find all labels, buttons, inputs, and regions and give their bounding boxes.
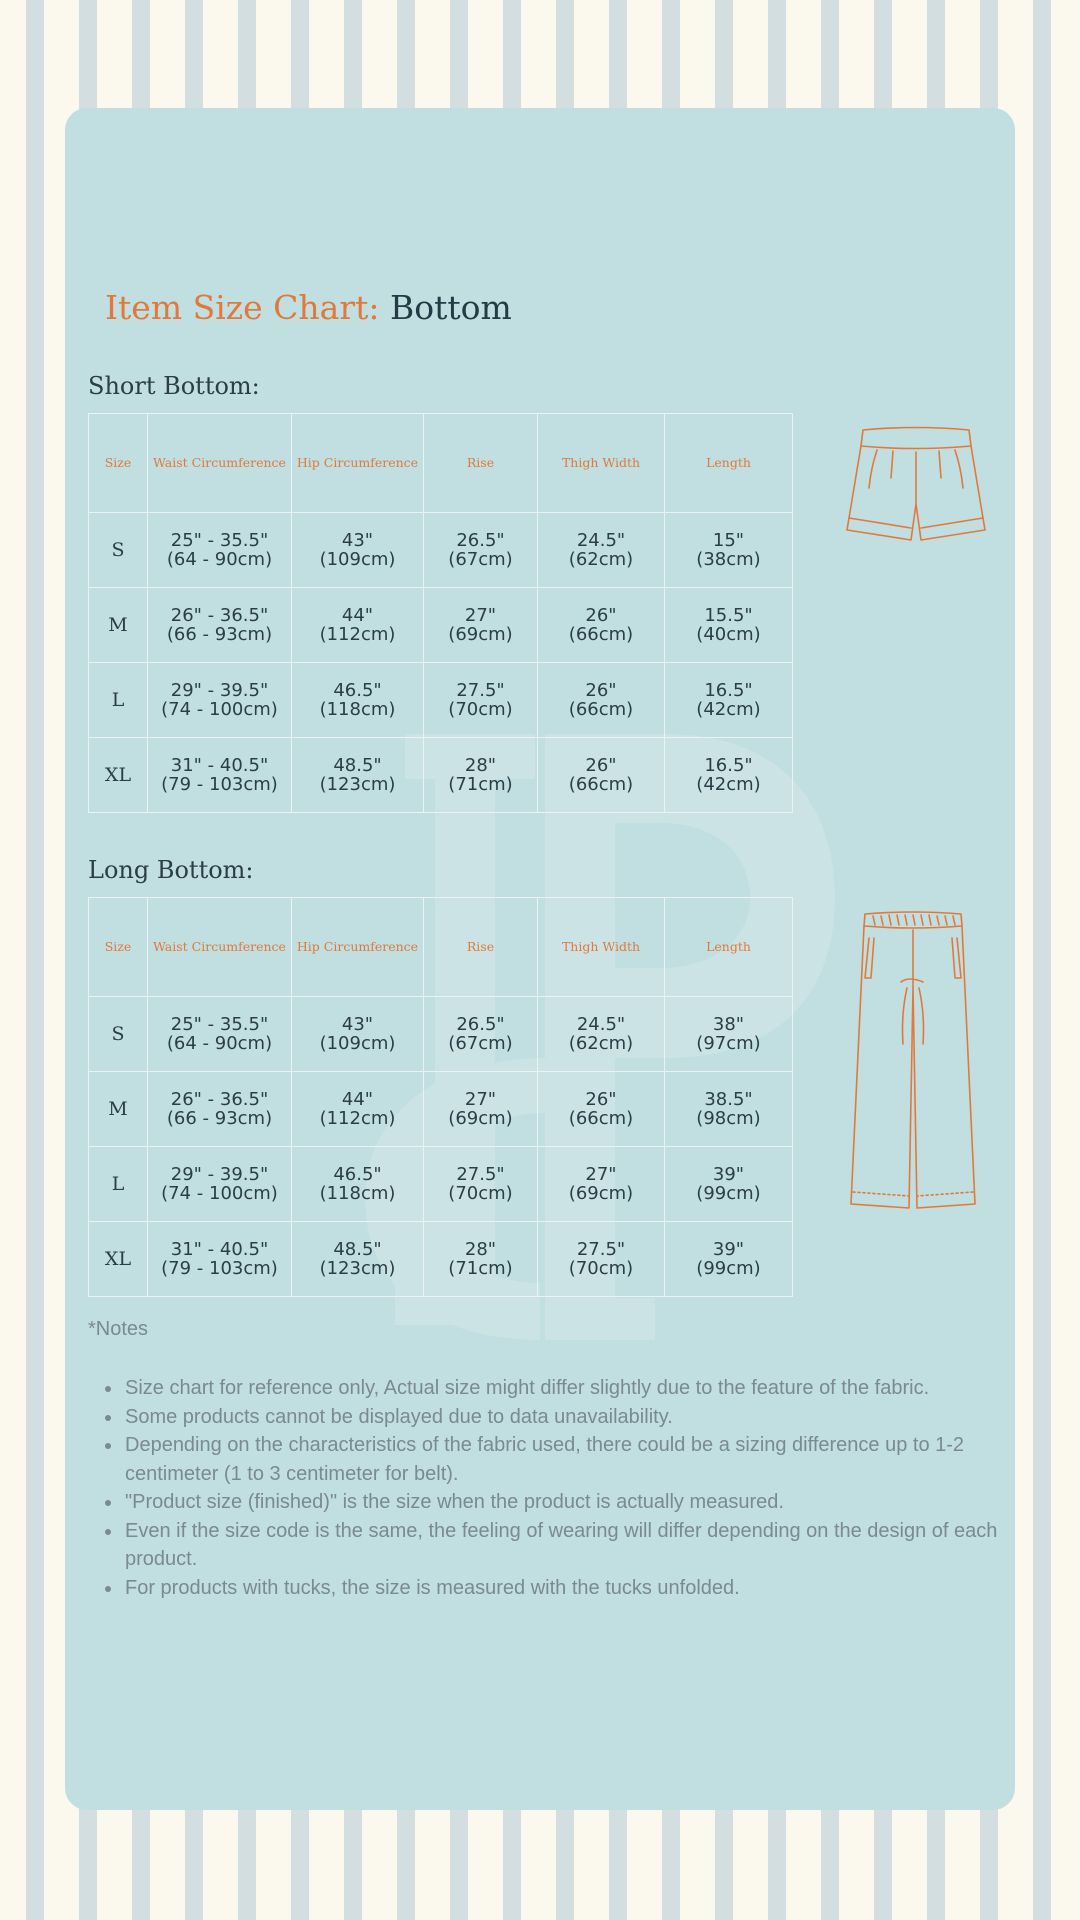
hip-cell (292, 997, 424, 1072)
column-header-hip: Hip Circumference (292, 898, 424, 997)
length-cell (665, 1072, 793, 1147)
size-chart-card (65, 108, 1015, 1810)
value-cm: (109cm) (319, 1033, 396, 1054)
long-pants-icon (843, 904, 983, 1216)
table-row (89, 588, 793, 663)
value-inches: 24.5" (576, 1013, 626, 1035)
value-inches: 39" (712, 1238, 745, 1260)
column-header-size: Size (89, 898, 148, 997)
long-bottom-heading: Long Bottom: (88, 856, 254, 884)
size-label: XL (89, 1222, 148, 1297)
list-item: • Even if the size code is the same, the feeling of wearing will differ depending on the design of each product. (123, 1517, 1003, 1574)
waist-cell (148, 663, 292, 738)
rise-cell (424, 738, 538, 813)
thigh-cell (538, 663, 665, 738)
table-row (89, 738, 793, 813)
value-inches: 27" (464, 604, 497, 626)
value-cm: (42cm) (696, 699, 761, 720)
thigh-cell (538, 588, 665, 663)
notes-list (88, 1374, 1003, 1602)
size-label: M (89, 1072, 148, 1147)
value-inches: 15" (712, 529, 745, 551)
thigh-cell (538, 997, 665, 1072)
table-row (89, 1222, 793, 1297)
long-bottom-table (88, 897, 793, 1297)
list-item: • For products with tucks, the size is measured with the tucks unfolded. (123, 1574, 1003, 1603)
size-label: L (89, 1147, 148, 1222)
value-inches: 38.5" (704, 1088, 753, 1110)
value-inches: 27.5" (576, 1238, 626, 1260)
thigh-cell (538, 1222, 665, 1297)
size-label: S (89, 513, 148, 588)
value-inches: 44" (341, 604, 374, 626)
value-cm: (98cm) (696, 1108, 761, 1129)
column-header-size: Size (89, 414, 148, 513)
value-cm: (70cm) (448, 1183, 513, 1204)
value-cm: (66cm) (568, 1108, 634, 1129)
rise-cell (424, 513, 538, 588)
table-row (89, 997, 793, 1072)
size-label: M (89, 588, 148, 663)
list-item: • Size chart for reference only, Actual size might differ slightly due to the feature of the fabric. (123, 1374, 1003, 1403)
value-cm: (69cm) (448, 624, 513, 645)
title-accent: Item Size Chart: (105, 288, 380, 327)
rise-cell (424, 1222, 538, 1297)
hip-cell (292, 1222, 424, 1297)
value-cm: (66cm) (568, 774, 634, 795)
table-header-row (89, 898, 793, 997)
value-inches: 26.5" (456, 529, 505, 551)
size-label: XL (89, 738, 148, 813)
value-cm: (62cm) (568, 549, 634, 570)
list-item: • "Product size (finished)" is the size when the product is actually measured. (123, 1488, 1003, 1517)
table-row (89, 663, 793, 738)
table-row (89, 1147, 793, 1222)
value-inches: 43" (341, 529, 374, 551)
value-cm: (64 - 90cm) (166, 549, 273, 570)
column-header-length: Length (665, 414, 793, 513)
value-inches: 28" (464, 1238, 497, 1260)
hip-cell (292, 513, 424, 588)
value-cm: (109cm) (319, 549, 396, 570)
thigh-cell (538, 1147, 665, 1222)
column-header-length: Length (665, 898, 793, 997)
value-inches: 46.5" (333, 1163, 382, 1185)
value-cm: (123cm) (319, 1258, 396, 1279)
thigh-cell (538, 738, 665, 813)
waist-cell (148, 1147, 292, 1222)
table-header-row (89, 414, 793, 513)
value-inches: 31" - 40.5" (170, 1238, 269, 1260)
value-cm: (112cm) (319, 1108, 396, 1129)
value-inches: 24.5" (576, 529, 626, 551)
value-cm: (64 - 90cm) (166, 1033, 273, 1054)
rise-cell (424, 588, 538, 663)
table-row (89, 513, 793, 588)
value-cm: (69cm) (448, 1108, 513, 1129)
thigh-cell (538, 513, 665, 588)
value-cm: (66cm) (568, 624, 634, 645)
shorts-icon (841, 418, 991, 554)
value-inches: 44" (341, 1088, 374, 1110)
list-item: • Some products cannot be displayed due to data unavailability. (123, 1403, 1003, 1432)
waist-cell (148, 1072, 292, 1147)
value-cm: (79 - 103cm) (161, 774, 278, 795)
value-inches: 29" - 39.5" (170, 679, 269, 701)
value-cm: (123cm) (319, 774, 396, 795)
value-inches: 27" (464, 1088, 497, 1110)
size-label: L (89, 663, 148, 738)
value-cm: (74 - 100cm) (161, 699, 278, 720)
thigh-cell (538, 1072, 665, 1147)
value-inches: 46.5" (333, 679, 382, 701)
column-header-waist: Waist Circumference (148, 414, 292, 513)
table-row (89, 1072, 793, 1147)
waist-cell (148, 738, 292, 813)
column-header-waist: Waist Circumference (148, 898, 292, 997)
value-cm: (97cm) (696, 1033, 761, 1054)
length-cell (665, 663, 793, 738)
value-cm: (62cm) (568, 1033, 634, 1054)
value-cm: (66 - 93cm) (166, 624, 273, 645)
length-cell (665, 513, 793, 588)
value-cm: (70cm) (568, 1258, 634, 1279)
value-inches: 26" (585, 604, 617, 626)
rise-cell (424, 997, 538, 1072)
rise-cell (424, 1072, 538, 1147)
length-cell (665, 997, 793, 1072)
value-inches: 25" - 35.5" (170, 1013, 269, 1035)
value-inches: 28" (464, 754, 497, 776)
value-cm: (38cm) (696, 549, 761, 570)
value-cm: (42cm) (696, 774, 761, 795)
waist-cell (148, 997, 292, 1072)
value-inches: 25" - 35.5" (170, 529, 269, 551)
value-cm: (70cm) (448, 699, 513, 720)
value-cm: (118cm) (319, 699, 396, 720)
value-cm: (112cm) (319, 624, 396, 645)
value-inches: 39" (712, 1163, 745, 1185)
rise-cell (424, 1147, 538, 1222)
value-cm: (71cm) (448, 774, 513, 795)
waist-cell (148, 588, 292, 663)
length-cell (665, 588, 793, 663)
value-cm: (99cm) (696, 1258, 761, 1279)
column-header-rise: Rise (424, 898, 538, 997)
value-inches: 26" - 36.5" (170, 1088, 269, 1110)
value-inches: 38" (712, 1013, 745, 1035)
waist-cell (148, 513, 292, 588)
value-inches: 27.5" (456, 679, 505, 701)
value-inches: 31" - 40.5" (170, 754, 269, 776)
value-cm: (74 - 100cm) (161, 1183, 278, 1204)
rise-cell (424, 663, 538, 738)
value-inches: 15.5" (704, 604, 753, 626)
value-inches: 48.5" (333, 1238, 382, 1260)
value-inches: 16.5" (704, 679, 753, 701)
hip-cell (292, 1072, 424, 1147)
column-header-thigh: Thigh Width (538, 414, 665, 513)
length-cell (665, 738, 793, 813)
notes-label: *Notes (88, 1318, 149, 1340)
hip-cell (292, 1147, 424, 1222)
value-inches: 26" (585, 1088, 617, 1110)
length-cell (665, 1147, 793, 1222)
value-cm: (79 - 103cm) (161, 1258, 278, 1279)
hip-cell (292, 663, 424, 738)
value-inches: 27.5" (456, 1163, 505, 1185)
value-cm: (67cm) (448, 549, 513, 570)
value-inches: 26" (585, 679, 617, 701)
value-inches: 27" (585, 1163, 617, 1185)
waist-cell (148, 1222, 292, 1297)
value-inches: 26" - 36.5" (170, 604, 269, 626)
value-cm: (67cm) (448, 1033, 513, 1054)
value-cm: (40cm) (696, 624, 761, 645)
value-inches: 43" (341, 1013, 374, 1035)
hip-cell (292, 588, 424, 663)
page-title (105, 288, 512, 327)
list-item: • Depending on the characteristics of the fabric used, there could be a sizing difference up to 1-2 centimeter (1 to 3 centimeter for belt). (123, 1431, 1003, 1488)
value-cm: (69cm) (568, 1183, 634, 1204)
title-rest: Bottom (390, 288, 512, 327)
hip-cell (292, 738, 424, 813)
value-cm: (99cm) (696, 1183, 761, 1204)
short-bottom-heading: Short Bottom: (88, 372, 260, 400)
value-inches: 26" (585, 754, 617, 776)
value-cm: (66cm) (568, 699, 634, 720)
value-inches: 29" - 39.5" (170, 1163, 269, 1185)
length-cell (665, 1222, 793, 1297)
column-header-rise: Rise (424, 414, 538, 513)
value-cm: (71cm) (448, 1258, 513, 1279)
value-inches: 48.5" (333, 754, 382, 776)
value-cm: (118cm) (319, 1183, 396, 1204)
size-label: S (89, 997, 148, 1072)
column-header-hip: Hip Circumference (292, 414, 424, 513)
value-cm: (66 - 93cm) (166, 1108, 273, 1129)
value-inches: 26.5" (456, 1013, 505, 1035)
column-header-thigh: Thigh Width (538, 898, 665, 997)
short-bottom-table (88, 413, 793, 813)
value-inches: 16.5" (704, 754, 753, 776)
